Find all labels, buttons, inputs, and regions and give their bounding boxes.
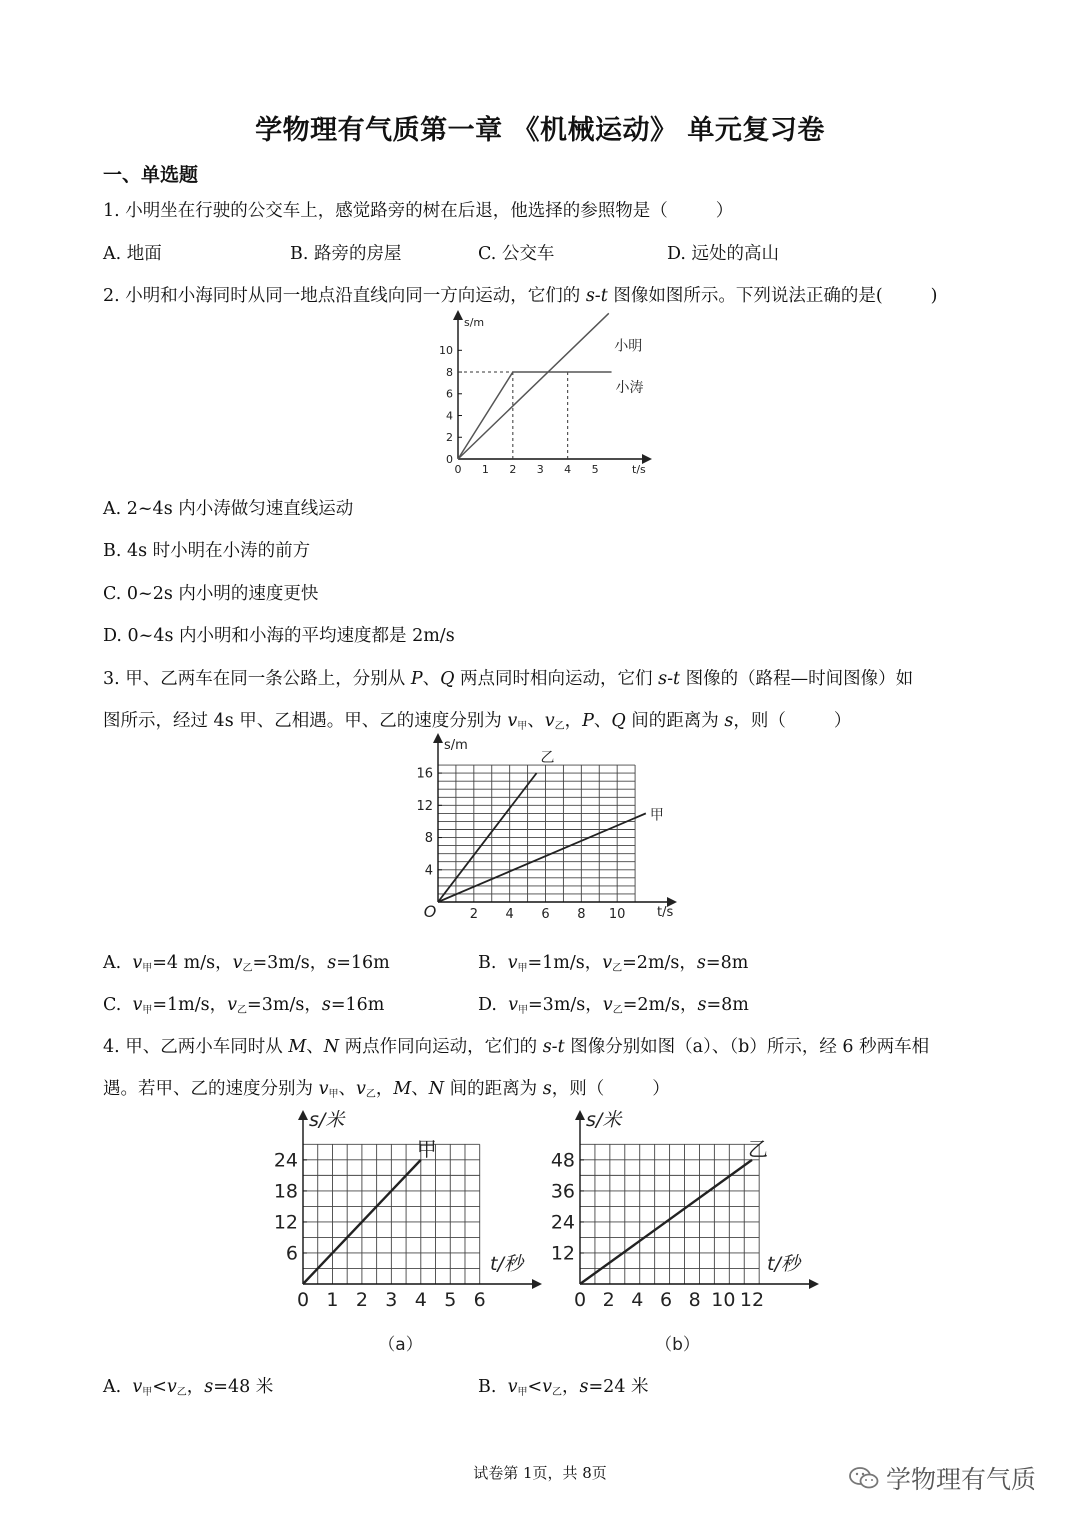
x-tick-label: 4 xyxy=(414,1289,427,1311)
q2-st-symbol: s-t xyxy=(585,286,608,306)
opt-sub: 甲 xyxy=(142,1005,153,1016)
y-tick-label: 36 xyxy=(550,1180,575,1203)
q3-sub-jia: 甲 xyxy=(517,721,528,732)
q3-st-chart xyxy=(405,738,675,928)
opt-sub: 甲 xyxy=(518,1005,529,1016)
x-tick-label: 1 xyxy=(481,463,489,476)
series-line xyxy=(458,313,609,459)
opt-rel: < xyxy=(152,1377,167,1397)
opt-v: v xyxy=(132,1377,143,1397)
opt-s: s xyxy=(321,995,331,1015)
q4-n: N xyxy=(323,1037,340,1057)
opt-v: v xyxy=(232,953,243,973)
q4-m2: M xyxy=(393,1079,412,1099)
x-tick-label: 2 xyxy=(602,1289,615,1311)
q3-option-d xyxy=(478,991,749,1016)
x-tick-label: 0 xyxy=(454,463,462,476)
q4-chart-a xyxy=(270,1110,540,1360)
x-tick-label: 6 xyxy=(541,907,550,922)
opt-s: s xyxy=(697,995,707,1015)
opt-s: s xyxy=(579,1377,589,1397)
q3-text-c: 图像的（路程—时间图像）如 xyxy=(680,669,914,689)
x-tick-label: 6 xyxy=(659,1289,673,1311)
q3-sep2: 、 xyxy=(527,711,545,731)
opt-v: v xyxy=(507,953,518,973)
opt-sub: 甲 xyxy=(517,963,528,974)
opt-sub: 乙 xyxy=(176,1387,187,1398)
x-tick-label: 4 xyxy=(631,1289,644,1311)
opt-v: v xyxy=(227,995,238,1015)
q4-comma: ， xyxy=(375,1079,394,1099)
q3-v-jia: v xyxy=(507,711,518,731)
q3-text-a: 3. 甲、乙两车在同一条公路上，分别从 xyxy=(103,669,411,689)
x-tick-label: 10 xyxy=(711,1289,736,1311)
q4-sep: 、 xyxy=(306,1037,324,1057)
opt-v2: =2m/s， xyxy=(622,953,697,973)
q1-option-a: A. 地面 xyxy=(103,244,162,264)
q2-stem-b: 图像如图所示。下列说法正确的是( xyxy=(607,286,883,306)
x-axis-arrow xyxy=(532,1279,542,1289)
opt-v2: =2m/s， xyxy=(622,995,698,1015)
y-axis-label: s/m xyxy=(444,738,468,753)
opt-v: v xyxy=(602,953,613,973)
opt-s-val: =8m xyxy=(706,995,749,1015)
q4-stem-line2 xyxy=(103,1075,670,1100)
x-tick-label: 5 xyxy=(444,1289,457,1311)
opt-sub: 甲 xyxy=(142,1387,153,1398)
x-tick-label: 3 xyxy=(536,463,544,476)
series-label: 乙 xyxy=(540,749,555,766)
x-tick-label: 2 xyxy=(355,1289,368,1311)
y-tick-label: 48 xyxy=(550,1149,575,1172)
y-axis-arrow xyxy=(575,1110,585,1120)
x-axis-label: t/s xyxy=(632,463,646,476)
opt-sub: 乙 xyxy=(242,963,253,974)
q4-close: ） xyxy=(652,1079,670,1099)
q4-text-a: 4. 甲、乙两小车同时从 xyxy=(103,1037,289,1057)
opt-v1: =1m/s， xyxy=(527,953,603,973)
q2-option-d: D. 0~4s 内小明和小海的平均速度都是 2m/s xyxy=(103,626,455,646)
opt-v1: =3m/s， xyxy=(528,995,603,1015)
section-heading: 一、单选题 xyxy=(103,164,199,186)
y-axis-label: s/米 xyxy=(586,1109,622,1131)
opt-sub: 乙 xyxy=(552,1387,563,1398)
opt-prefix: A. xyxy=(103,953,122,973)
y-tick-label: 24 xyxy=(550,1211,575,1234)
q4-n2: N xyxy=(428,1079,445,1099)
series-label: 小明 xyxy=(614,338,643,355)
q3-q2: Q xyxy=(611,711,626,731)
x-tick-label: 0 xyxy=(573,1289,587,1311)
q4-text-d: 遇。若甲、乙的速度分别为 xyxy=(103,1079,319,1099)
q3-comma: ， xyxy=(564,711,583,731)
q3-stem-line2 xyxy=(103,707,851,732)
opt-tail: =24 米 xyxy=(588,1377,649,1397)
x-axis-label: t/秒 xyxy=(490,1253,523,1275)
watermark xyxy=(848,1460,1036,1496)
q3-p2: P xyxy=(582,711,594,731)
q4-text-f: ，则（ xyxy=(551,1079,605,1099)
y-tick-label: 6 xyxy=(446,387,453,401)
q2-stem xyxy=(103,282,937,307)
y-tick-label: 8 xyxy=(446,365,453,379)
wechat-icon xyxy=(848,1465,880,1491)
y-tick-label: 10 xyxy=(439,344,453,358)
opt-s-val: =16m xyxy=(336,953,390,973)
opt-rel: < xyxy=(527,1377,543,1397)
q4-option-a xyxy=(103,1373,273,1398)
opt-v: v xyxy=(542,1377,553,1397)
q4-s: s xyxy=(542,1079,552,1099)
q4-text-e: 间的距离为 xyxy=(444,1079,543,1099)
q4-st: s-t xyxy=(542,1037,565,1057)
y-tick-label: 12 xyxy=(416,798,433,814)
q2-st-chart xyxy=(425,316,665,477)
q3-text-b: 两点同时相向运动，它们 xyxy=(454,669,659,689)
opt-s: s xyxy=(327,953,337,973)
opt-v: v xyxy=(132,953,143,973)
watermark-text: 学物理有气质 xyxy=(886,1465,1037,1494)
opt-s: s xyxy=(696,953,706,973)
x-tick-label: 4 xyxy=(564,463,572,476)
q2-close: ) xyxy=(930,286,938,306)
y-tick-label: 0 xyxy=(446,453,453,466)
q3-p: P xyxy=(410,669,423,689)
x-axis-label: t/秒 xyxy=(767,1253,800,1275)
x-tick-label: 6 xyxy=(473,1289,486,1311)
q3-sub-yi: 乙 xyxy=(554,721,565,732)
y-tick-label: 12 xyxy=(550,1242,575,1265)
q4-v-yi: v xyxy=(355,1079,366,1099)
opt-comma: ， xyxy=(186,1377,205,1397)
q4-sub-yi: 乙 xyxy=(365,1089,376,1100)
q3-option-a xyxy=(103,949,390,974)
q4-sep3: 、 xyxy=(411,1079,429,1099)
q4-text-b: 两点作同向运动，它们的 xyxy=(339,1037,543,1057)
q3-sep3: 、 xyxy=(593,711,612,731)
opt-s-val: =8m xyxy=(705,953,749,973)
x-tick-label: 4 xyxy=(505,907,514,922)
y-axis-arrow xyxy=(433,733,443,743)
opt-sub: 乙 xyxy=(237,1005,248,1016)
q1-stem-text: 1. 小明坐在行驶的公交车上，感觉路旁的树在后退，他选择的参照物是（ xyxy=(103,201,668,221)
chart-caption: （a） xyxy=(378,1335,423,1355)
q3-option-b xyxy=(478,949,748,974)
opt-prefix: B. xyxy=(478,1377,497,1397)
y-tick-label: 8 xyxy=(424,831,433,847)
chart-caption: （b） xyxy=(655,1335,700,1355)
q3-stem-line1 xyxy=(103,665,913,690)
q1-option-d: D. 远处的高山 xyxy=(667,244,780,264)
q2-stem-a: 2. 小明和小海同时从同一地点沿直线向同一方向运动，它们的 xyxy=(103,286,586,306)
y-tick-label: 16 xyxy=(416,766,433,782)
opt-comma: ， xyxy=(562,1377,580,1397)
opt-v2: =3m/s， xyxy=(252,953,328,973)
q4-v-jia: v xyxy=(318,1079,329,1099)
x-tick-label: 8 xyxy=(688,1289,701,1311)
opt-v1: =1m/s， xyxy=(152,995,228,1015)
opt-v: v xyxy=(508,995,519,1015)
opt-s: s xyxy=(204,1377,214,1397)
page-footer: 试卷第 1页，共 8页 xyxy=(473,1464,607,1482)
series-line xyxy=(438,813,646,902)
q1-option-c: C. 公交车 xyxy=(478,244,555,264)
q3-option-c xyxy=(103,991,384,1016)
y-axis-label: s/m xyxy=(464,316,485,329)
y-tick-label: 12 xyxy=(273,1211,298,1234)
x-tick-label: 10 xyxy=(608,907,626,922)
q2-option-b: B. 4s 时小明在小涛的前方 xyxy=(103,541,311,561)
q4-stem-line1 xyxy=(103,1033,929,1058)
opt-sub: 甲 xyxy=(142,963,153,974)
y-tick-label: 18 xyxy=(273,1180,298,1203)
q4-option-b xyxy=(478,1373,649,1398)
q1-option-b: B. 路旁的房屋 xyxy=(290,244,402,264)
y-tick-label: 24 xyxy=(273,1149,298,1172)
q4-sep2: 、 xyxy=(338,1079,356,1099)
y-axis-arrow xyxy=(298,1110,308,1120)
opt-v: v xyxy=(166,1377,177,1397)
q4-chart-b xyxy=(545,1110,815,1360)
series-label: 甲 xyxy=(416,1136,437,1161)
x-tick-label: 0 xyxy=(296,1289,310,1311)
x-axis-arrow xyxy=(809,1279,819,1289)
opt-v: v xyxy=(602,995,613,1015)
x-tick-label: 3 xyxy=(385,1289,398,1311)
q4-m: M xyxy=(288,1037,307,1057)
series-label: 甲 xyxy=(649,807,664,824)
x-tick-label: 12 xyxy=(739,1289,765,1311)
opt-sub: 乙 xyxy=(612,963,623,974)
origin-label: O xyxy=(423,902,437,921)
opt-prefix: D. xyxy=(478,995,497,1015)
q3-text-f: ，则（ xyxy=(733,711,786,731)
opt-v: v xyxy=(507,1377,518,1397)
q1-close: ） xyxy=(715,201,734,221)
q3-q: Q xyxy=(440,669,455,689)
q2-option-c: C. 0~2s 内小明的速度更快 xyxy=(103,584,319,604)
q4-sub-jia: 甲 xyxy=(328,1089,339,1100)
series-label: 小涛 xyxy=(615,380,644,397)
opt-sub: 乙 xyxy=(612,1005,623,1016)
x-tick-label: 1 xyxy=(326,1289,339,1311)
opt-sub: 甲 xyxy=(517,1387,528,1398)
opt-v1: =4 m/s， xyxy=(152,953,233,973)
q2-option-a: A. 2~4s 内小涛做匀速直线运动 xyxy=(103,499,354,519)
x-tick-label: 5 xyxy=(591,463,599,476)
q3-s: s xyxy=(724,711,734,731)
opt-s-val: =16m xyxy=(330,995,385,1015)
opt-prefix: B. xyxy=(478,953,497,973)
q3-text-d: 图所示，经过 4s 甲、乙相遇。甲、乙的速度分别为 xyxy=(103,711,508,731)
y-tick-label: 6 xyxy=(285,1242,298,1265)
opt-prefix: A. xyxy=(103,1377,122,1397)
opt-prefix: C. xyxy=(103,995,122,1015)
y-axis-arrow xyxy=(453,310,463,320)
q3-close: ） xyxy=(833,711,852,731)
series-label: 乙 xyxy=(748,1136,768,1161)
opt-v: v xyxy=(132,995,143,1015)
y-axis-label: s/米 xyxy=(309,1109,345,1131)
y-tick-label: 4 xyxy=(424,863,433,879)
opt-tail: =48 米 xyxy=(213,1377,274,1397)
q3-st: s-t xyxy=(658,669,681,689)
y-tick-label: 4 xyxy=(446,409,453,423)
x-tick-label: 2 xyxy=(509,463,517,476)
q3-text-e: 间的距离为 xyxy=(625,711,725,731)
page-title: 学物理有气质第一章 《机械运动》 单元复习卷 xyxy=(255,115,825,146)
y-tick-label: 2 xyxy=(446,431,453,445)
q3-v-yi: v xyxy=(544,711,555,731)
q4-text-c: 图像分别如图（a）、（b）所示，经 6 秒两车相 xyxy=(564,1037,930,1057)
x-tick-label: 2 xyxy=(469,907,478,922)
x-axis-label: t/s xyxy=(657,905,674,920)
opt-v2: =3m/s， xyxy=(247,995,322,1015)
x-tick-label: 8 xyxy=(577,907,586,922)
q3-sep: 、 xyxy=(422,669,441,689)
q1-stem xyxy=(103,197,733,222)
